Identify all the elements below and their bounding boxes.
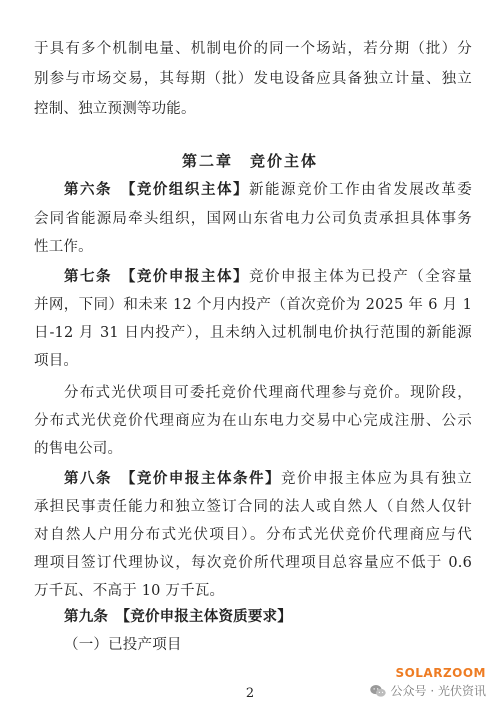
paragraph-line: 控制、独立预测等功能。	[34, 101, 196, 117]
paragraph-line: 理项目签订代理协议，每次竞价所代理项目总容量应不低于 0.6	[34, 555, 472, 571]
paragraph-line: 对自然人户用分布式光伏项目）。分布式光伏竞价代理商应与代	[34, 527, 472, 543]
paragraph-line: 分布式光伏竞价代理商应为在山东电力交易中心完成注册、公示	[34, 413, 472, 429]
list-item: （一）已投产项目	[64, 637, 182, 653]
watermark	[369, 666, 486, 699]
paragraph-line: 别参与市场交易，其每期（批）发电设备应具备独立计量、独立	[34, 71, 472, 87]
article-9-heading: 第九条 【竞价申报主体资质要求】	[64, 608, 292, 625]
article-8-line	[64, 470, 472, 488]
paragraph-line: 项目。	[34, 353, 79, 369]
paragraph-line: 于具有多个机制电量、机制电价的同一个场站，若分期（批）分	[34, 41, 472, 57]
article-7-heading: 第七条 【竞价申报主体】	[64, 268, 250, 285]
chapter-title: 第二章 竞价主体	[181, 152, 318, 170]
article-7-text: 竞价申报主体为已投产（全容量	[249, 269, 472, 285]
paragraph-line: 并网，下同）和未来 12 个月内投产（首次竞价为 2025 年 6 月 1	[34, 297, 472, 313]
paragraph-line: 日-12 月 31 日内投产），且未纳入过机制电价执行范围的新能源	[34, 325, 472, 341]
article-6-line	[64, 181, 472, 199]
page-number: 2	[245, 686, 255, 701]
paragraph-line: 的售电公司。	[34, 441, 123, 457]
paragraph-line: 会同省能源局牵头组织，国网山东省电力公司负责承担具体事务	[34, 211, 472, 227]
article-8-heading: 第八条 【竞价申报主体条件】	[64, 470, 282, 487]
article-8-text: 竞价申报主体应为具有独立	[281, 471, 472, 487]
article-7-line	[64, 268, 472, 286]
paragraph-line: 性工作。	[34, 239, 93, 255]
paragraph-line: 分布式光伏项目可委托竞价代理商代理参与竞价。现阶段，	[64, 385, 472, 401]
wechat-icon	[369, 684, 387, 698]
watermark-subtitle: 公众号 · 光伏资讯	[390, 684, 486, 698]
article-6-text: 新能源竞价工作由省发展改革委	[249, 182, 472, 198]
paragraph-line: 万千瓦、不高于 10 万千瓦。	[34, 583, 225, 599]
article-6-heading: 第六条 【竞价组织主体】	[64, 181, 250, 198]
paragraph-line: 承担民事责任能力和独立签订合同的法人或自然人（自然人仅针	[34, 499, 472, 515]
watermark-brand: SOLARZOOM	[395, 666, 486, 680]
watermark-account	[369, 682, 486, 699]
